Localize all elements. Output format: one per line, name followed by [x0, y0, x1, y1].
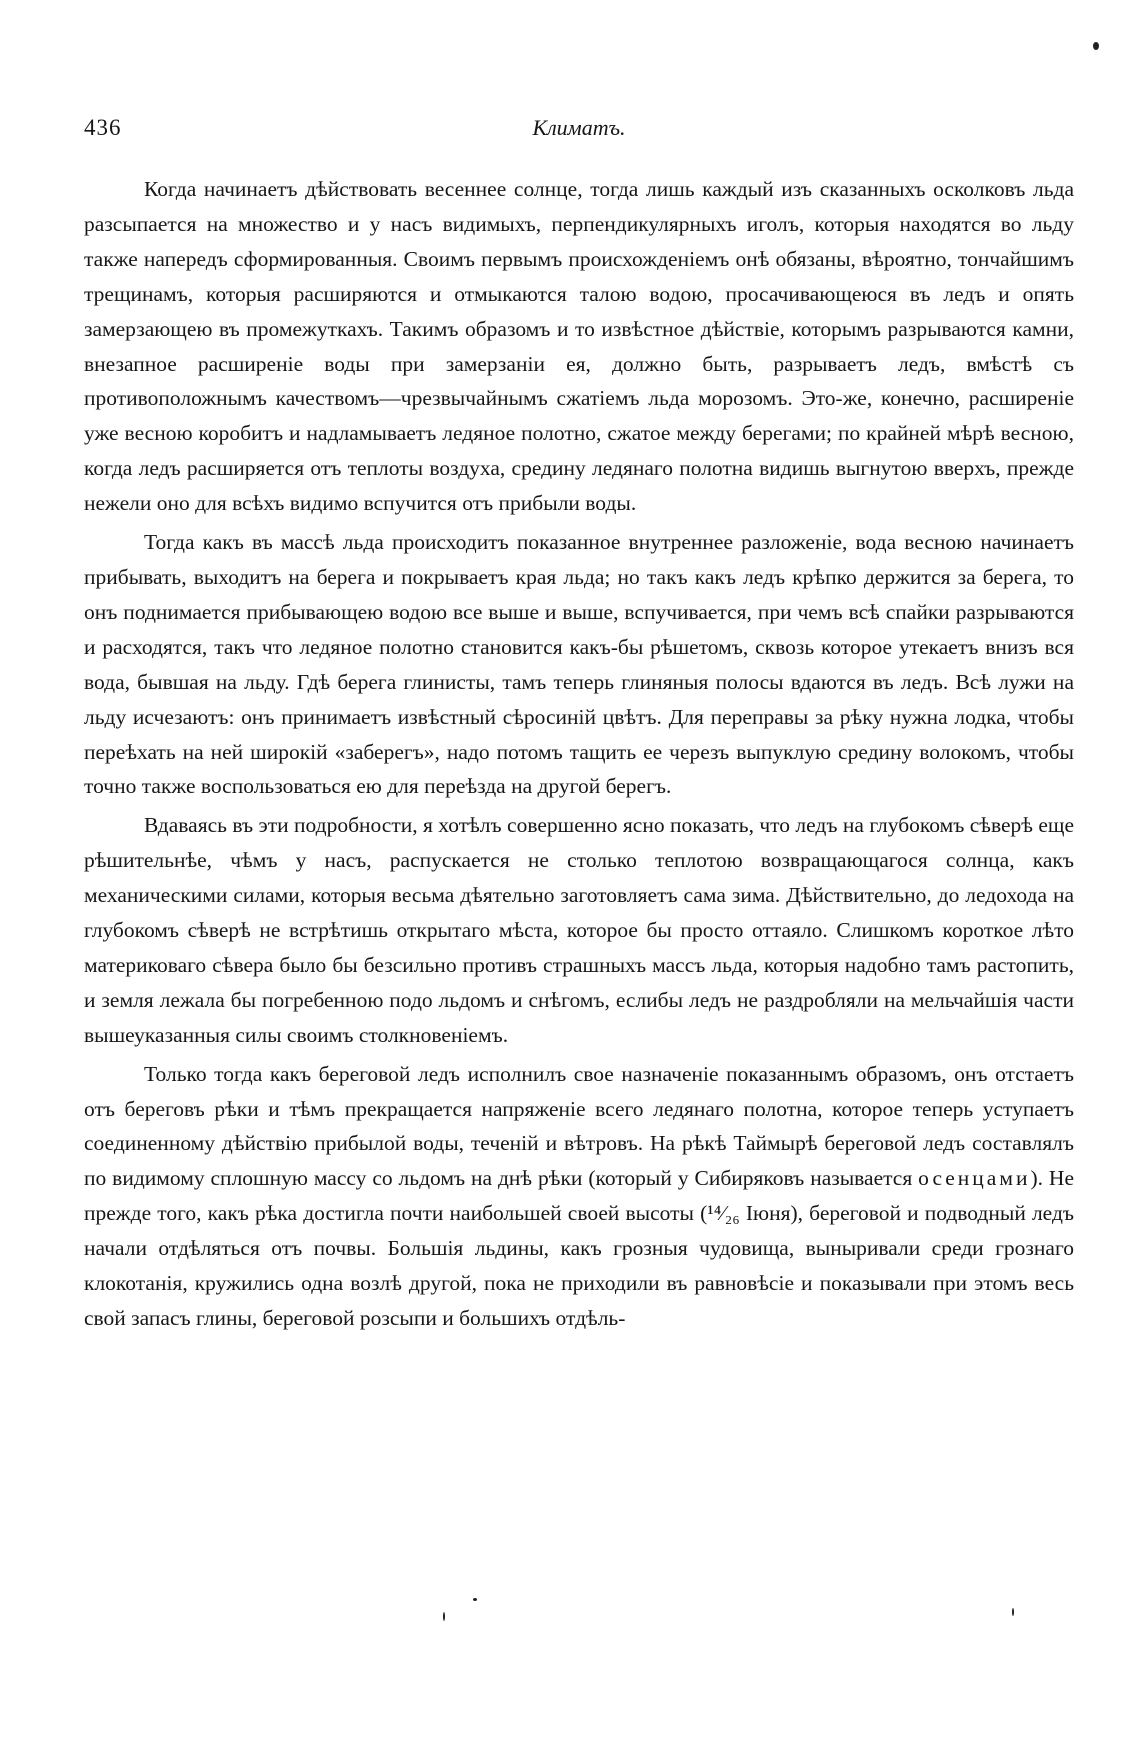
page-number: 436: [84, 115, 122, 140]
paragraph-4-spaced-term: осенцами: [918, 1166, 1031, 1191]
paragraph-3: Вдаваясь въ эти подробности, я хотѣлъ совершенно ясно показать, что ледъ на глубокомъ сѣверѣ еще рѣшительнѣе, чѣмъ у насъ, распускается не столько теплотою возвращающагося солнца, какъ механическими силами, которыя весьма дѣятельно заготовляетъ сама зима. Дѣйствительно, до ледохода на глубокомъ сѣверѣ не встрѣтишь открытаго мѣста, которое бы просто оттаяло. Слишкомъ короткое лѣто материковаго сѣвера было бы безсильно противъ страшныхъ массъ льда, которыя надобно тамъ растопить, и земля лежала бы погребенною подо льдомъ и снѣгомъ, еслибы ледъ не раздробляли на мельчайшія части вышеуказанныя силы своимъ столкновеніемъ.: [84, 813, 1074, 1047]
body-text: [84, 172, 1074, 1340]
paragraph-4: [84, 1057, 1074, 1336]
paragraph-4-text-after: ). Не прежде того, какъ рѣка достигла почти наибольшей своей высоты (¹⁴⁄₂₆ Іюня), береговой и подводный ледъ начали отдѣляться отъ почвы. Большія льдины, какъ грозныя чудовища, выныривали среди грознаго клокотанія, кружились одна возлѣ другой, пока не приходили въ равновѣсіе и показывали при этомъ весь свой запасъ глины, береговой розсыпи и большихъ отдѣль-: [84, 1166, 1075, 1330]
paragraph-1: Когда начинаетъ дѣйствовать весеннее солнце, тогда лишь каждый изъ сказанныхъ осколковъ льда разсыпается на множество и у насъ видимыхъ, перпендикулярныхъ иголъ, которыя находятся во льду также напередъ сформированныя. Своимъ первымъ происхожденіемъ онѣ обязаны, вѣроятно, тончайшимъ трещинамъ, которыя расширяются и отмыкаются талою водою, просачивающеюся въ ледъ и опять замерзающею въ промежуткахъ. Такимъ образомъ и то извѣстное дѣйствіе, которымъ разрываются камни, внезапное расширеніе воды при замерзаніи ея, должно быть, разрываетъ ледъ, вмѣстѣ съ противоположнымъ качествомъ—чрезвычайнымъ сжатіемъ льда морозомъ. Это-же, конечно, расширеніе уже весною коробитъ и надламываетъ ледяное полотно, сжатое между берегами; по крайней мѣрѣ весною, когда ледъ расширяется отъ теплоты воздуха, средину ледянаго полотна видишь выгнутою вверхъ, прежде нежели оно для всѣхъ видимо вспучится отъ прибыли воды.: [84, 177, 1074, 516]
scan-speck: [443, 1612, 445, 1621]
running-title: Климатъ.: [532, 115, 626, 140]
scan-speck: [1093, 42, 1099, 50]
page-header: [84, 115, 1074, 145]
scan-speck: [1012, 1608, 1014, 1616]
paragraph-2: Тогда какъ въ массѣ льда происходитъ показанное внутреннее разложеніе, вода весною начинаетъ прибывать, выходитъ на берега и покрываетъ края льда; но такъ какъ ледъ крѣпко держится за берега, то онъ поднимается прибывающею водою все выше и выше, вспучивается, при чемъ всѣ спайки разрываются и расходятся, такъ что ледяное полотно становится какъ-бы рѣшетомъ, сквозь которое утекаетъ внизъ вся вода, бывшая на льду. Гдѣ берега глинисты, тамъ теперь глиняныя полосы вдаются въ ледъ. Всѣ лужи на льду исчезаютъ: онъ принимаетъ извѣстный сѣросиній цвѣтъ. Для переправы за рѣку нужна лодка, чтобы переѣхать на ней широкій «заберегъ», надо потомъ тащить ее черезъ выпуклую средину волокомъ, чтобы точно также воспользоваться ею для переѣзда на другой берегъ.: [84, 530, 1074, 799]
scan-speck: [473, 1598, 477, 1601]
paragraph-4-text-before: Только тогда какъ береговой ледъ исполнилъ свое назначеніе показаннымъ образомъ, онъ отстаетъ отъ береговъ рѣки и тѣмъ прекращается напряженіе всего ледянаго полотна, которое теперь уступаетъ соединенному дѣйствію прибылой воды, теченій и вѣтровъ. На рѣкѣ Таймырѣ береговой ледъ составлялъ по видимому сплошную массу со льдомъ на днѣ рѣки (который у Сибиряковъ называется: [84, 1061, 1074, 1191]
